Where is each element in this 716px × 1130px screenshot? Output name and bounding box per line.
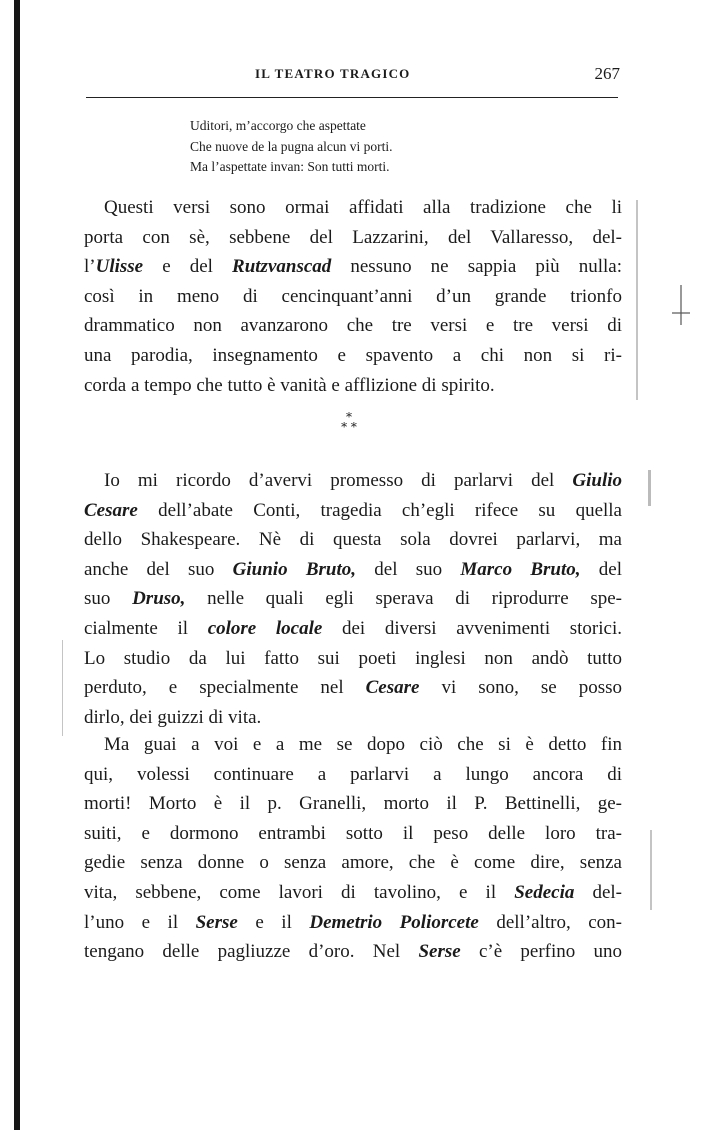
work-title: Giunio Bruto, <box>232 558 357 580</box>
book-spine-shadow <box>14 0 20 1130</box>
scan-mark <box>672 312 690 314</box>
text-line: cialmente il colore locale dei diversi avvenimenti storici. <box>84 617 622 639</box>
text-line: gedie senza donne o senza amore, che è come dire, senza <box>84 852 622 874</box>
text-line: porta con sè, sebbene del Lazzarini, del Vallaresso, del- <box>84 226 622 248</box>
verse-quotation <box>190 116 550 178</box>
work-title: Marco Bruto, <box>460 558 581 580</box>
header-rule <box>86 97 618 98</box>
scan-mark <box>680 285 682 325</box>
page-header <box>82 66 620 90</box>
text-line: l’Ulisse e del Rutzvanscad nessuno ne sappia più nulla: <box>84 256 622 278</box>
paragraph-3 <box>84 730 622 967</box>
section-asterism <box>334 412 364 448</box>
scan-mark <box>62 640 63 736</box>
text-line: Cesare dell’abate Conti, tragedia ch’egli rifece su quella <box>84 499 622 521</box>
text-line: Questi versi sono ormai affidati alla tradizione che li <box>104 197 622 218</box>
work-title: Cesare <box>84 499 138 521</box>
text-line: morti! Morto è il p. Granelli, morto il P. Bettinelli, ge- <box>84 793 622 815</box>
text-line: dirlo, dei guizzi di vita. <box>84 706 262 728</box>
text-line: qui, volessi continuare a parlarvi a lungo ancora di <box>84 763 622 785</box>
scan-mark <box>650 830 652 910</box>
text-line: drammatico non avanzarono che tre versi e tre versi di <box>84 315 622 337</box>
work-title: Giulio <box>572 470 622 491</box>
work-title: Rutzvanscad <box>232 256 332 278</box>
work-title: Sedecia <box>514 881 575 903</box>
text-line: l’uno e il Serse e il Demetrio Poliorcete dell’altro, con- <box>84 911 622 933</box>
text-line: tengano delle pagliuzze d’oro. Nel Serse c’è perfino uno <box>84 941 622 963</box>
page-number: 267 <box>594 64 620 83</box>
running-head: IL TEATRO TRAGICO <box>255 66 411 81</box>
asterism-bottom: * * <box>341 420 357 434</box>
scan-mark <box>636 200 638 400</box>
asterism-top: * <box>346 410 352 424</box>
text-line: Io mi ricordo d’avervi promesso di parlarvi del Giulio <box>104 470 622 491</box>
paragraph-1 <box>84 193 622 400</box>
text-line: Lo studio da lui fatto sui poeti inglesi non andò tutto <box>84 647 622 669</box>
text-line: suo Druso, nelle quali egli sperava di riprodurre spe- <box>84 588 622 610</box>
text-line: vita, sebbene, come lavori di tavolino, e il Sedecia del- <box>84 881 622 903</box>
text-line: perduto, e specialmente nel Cesare vi sono, se posso <box>84 677 622 699</box>
work-title: Druso, <box>132 588 186 610</box>
text-line: dello Shakespeare. Nè di questa sola dovrei parlarvi, ma <box>84 529 622 551</box>
text-line: una parodia, insegnamento e spavento a chi non si ri- <box>84 344 622 366</box>
work-title: Serse <box>195 911 238 933</box>
scan-mark <box>648 470 651 506</box>
book-page <box>82 0 626 1130</box>
text-line: corda a tempo che tutto è vanità e afflizione di spirito. <box>84 374 495 396</box>
text-line: anche del suo Giunio Bruto, del suo Marco Bruto, del <box>84 558 622 580</box>
text-line: così in meno di cencinquant’anni d’un grande trionfo <box>84 285 622 307</box>
verse-line: Uditori, m’accorgo che aspettate <box>190 118 366 133</box>
work-title: Serse <box>418 941 461 963</box>
verse-line: Che nuove de la pugna alcun vi porti. <box>190 138 393 154</box>
work-title: Ulisse <box>95 256 144 278</box>
emphasis: colore locale <box>207 617 323 639</box>
work-title: Cesare <box>365 677 420 699</box>
text-line: Ma guai a voi e a me se dopo ciò che si è detto fin <box>104 734 622 755</box>
text-line: suiti, e dormono entrambi sotto il peso delle loro tra- <box>84 822 622 844</box>
verse-line: Ma l’aspettate invan: Son tutti morti. <box>190 159 390 174</box>
work-title: Demetrio Poliorcete <box>309 911 479 933</box>
paragraph-2 <box>84 466 622 732</box>
